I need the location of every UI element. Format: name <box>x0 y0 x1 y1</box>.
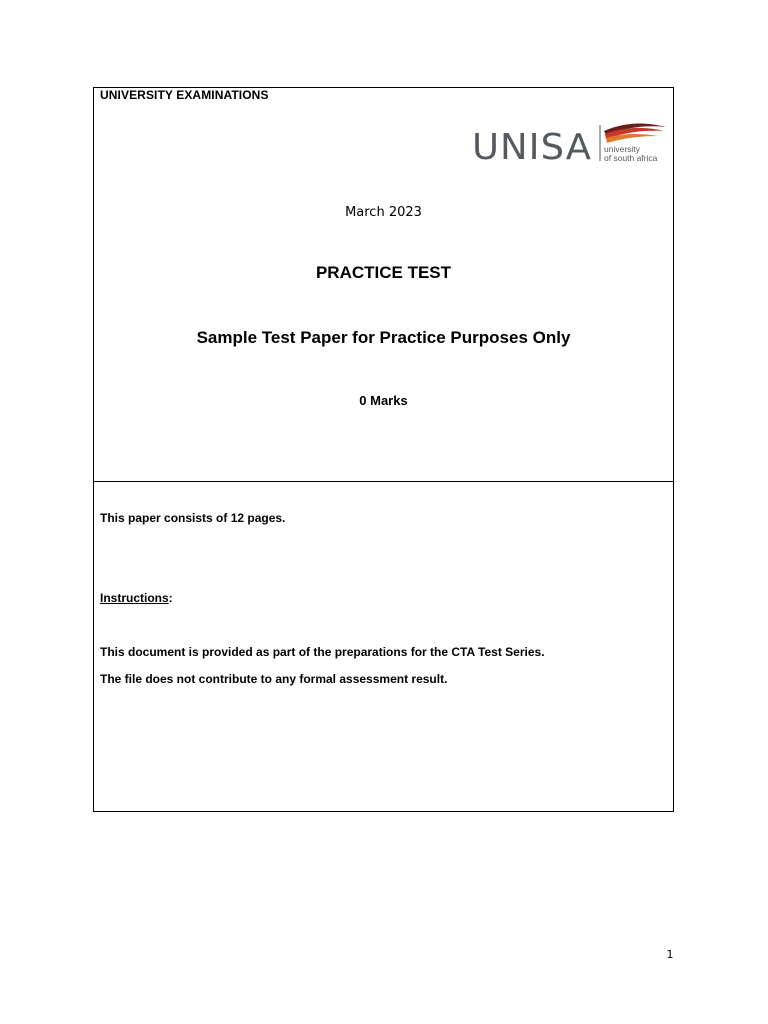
page-title: PRACTICE TEST <box>315 263 452 282</box>
logo-subtitle-2: of south africa <box>604 153 658 163</box>
logo-subtitle-1: university <box>604 144 640 154</box>
pages-statement: This paper consists of 12 pages. <box>100 511 286 525</box>
instructions-heading <box>100 591 173 605</box>
logo-wordmark: UNISA <box>472 127 592 165</box>
instruction-item: This document is provided as part of the preparations for the CTA Test Series. <box>100 645 545 659</box>
exam-date: March 2023 <box>345 205 422 220</box>
instruction-item: The file does not contribute to any formal assessment result. <box>100 672 448 686</box>
marks-total: 0 Marks <box>359 393 408 408</box>
exam-label: UNIVERSITY EXAMINATIONS <box>100 88 269 102</box>
paper-subtitle: Sample Test Paper for Practice Purposes Only <box>196 328 571 347</box>
details-box <box>93 481 674 812</box>
instructions-heading-text: Instructions <box>100 591 169 605</box>
instructions-heading-colon: : <box>168 591 173 605</box>
cover-box <box>93 87 674 482</box>
page-number: 1 <box>666 948 674 961</box>
unisa-logo <box>472 121 668 165</box>
